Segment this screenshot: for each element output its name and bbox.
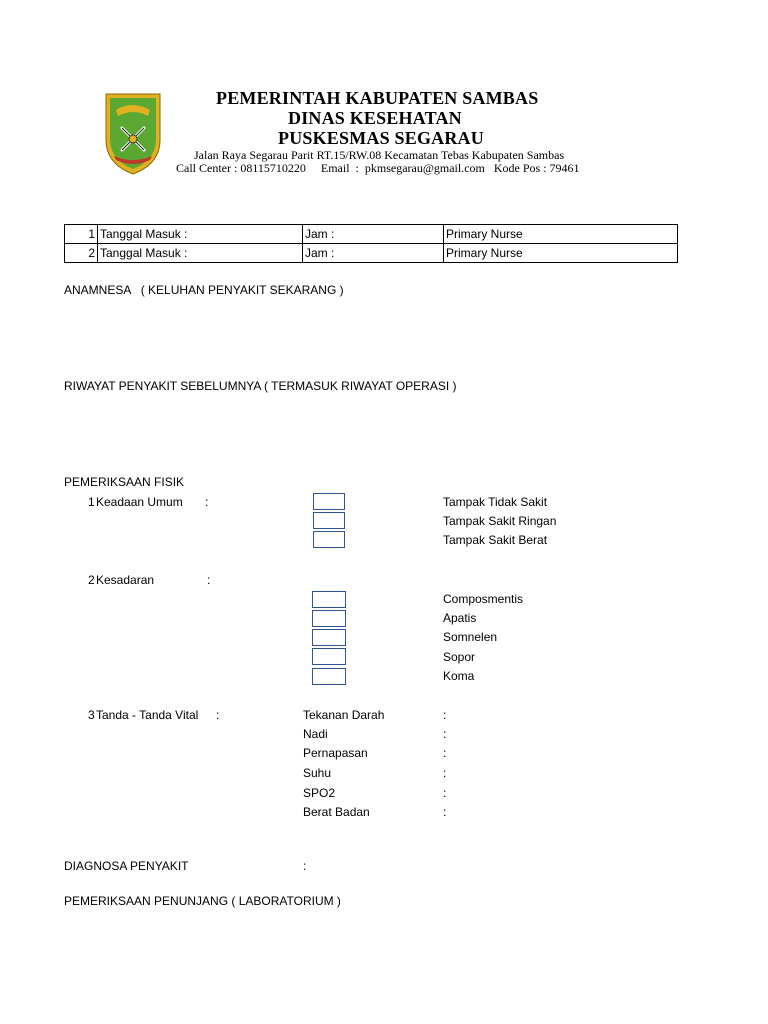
riwayat-heading: RIWAYAT PENYAKIT SEBELUMNYA ( TERMASUK RIWAYAT OPERASI ) — [64, 379, 457, 393]
option-sopor: Sopor — [443, 650, 476, 664]
option-koma: Koma — [443, 669, 475, 683]
checkbox-sopor[interactable] — [312, 648, 346, 665]
vital-pernapasan-colon: : — [443, 746, 447, 760]
tanda-vital-colon: : — [216, 708, 220, 722]
tanda-vital-label: Tanda - Tanda Vital — [96, 708, 199, 722]
checkbox-koma[interactable] — [312, 668, 346, 685]
vital-suhu: Suhu — [303, 766, 332, 780]
vital-nadi-colon: : — [443, 727, 447, 741]
vital-tekanan-darah: Tekanan Darah — [303, 708, 385, 722]
table-row — [65, 244, 678, 263]
admission-table — [64, 224, 678, 263]
vital-berat-badan-colon: : — [443, 805, 447, 819]
letterhead-line-3: PUSKESMAS SEGARAU — [278, 128, 484, 148]
diagnosa-heading: DIAGNOSA PENYAKIT — [64, 859, 189, 873]
jam-cell[interactable]: Jam : — [303, 225, 444, 244]
vital-spo2-colon: : — [443, 786, 447, 800]
diagnosa-colon: : — [303, 859, 307, 873]
pemeriksaan-fisik-heading: PEMERIKSAAN FISIK — [64, 475, 185, 489]
row-number: 2 — [65, 244, 98, 263]
kesadaran-colon: : — [207, 573, 211, 587]
vital-berat-badan: Berat Badan — [303, 805, 370, 819]
kesadaran-number: 2 — [88, 573, 95, 587]
table-row — [65, 225, 678, 244]
vital-tekanan-darah-colon: : — [443, 708, 447, 722]
letterhead-address: Jalan Raya Segarau Parit RT.15/RW.08 Kecamatan Tebas Kabupaten Sambas — [194, 148, 565, 162]
primary-nurse-cell[interactable]: Primary Nurse — [444, 225, 678, 244]
letterhead-contact: Call Center : 08115710220 Email : pkmsegarau@gmail.com Kode Pos : 79461 — [176, 161, 580, 175]
checkbox-composmentis[interactable] — [312, 591, 346, 608]
vital-suhu-colon: : — [443, 766, 447, 780]
checkbox-tampak-tidak-sakit[interactable] — [313, 493, 345, 510]
checkbox-tampak-sakit-ringan[interactable] — [313, 512, 345, 529]
option-tampak-tidak-sakit: Tampak Tidak Sakit — [443, 495, 548, 509]
row-number: 1 — [65, 225, 98, 244]
tanggal-masuk-cell[interactable]: Tanggal Masuk : — [98, 225, 303, 244]
tanda-vital-number: 3 — [88, 708, 95, 722]
tanggal-masuk-cell[interactable]: Tanggal Masuk : — [98, 244, 303, 263]
jam-cell[interactable]: Jam : — [303, 244, 444, 263]
checkbox-somnelen[interactable] — [312, 629, 346, 646]
option-composmentis: Composmentis — [443, 592, 524, 606]
kesadaran-label: Kesadaran — [96, 573, 155, 587]
keadaan-umum-number: 1 — [88, 495, 95, 509]
primary-nurse-cell[interactable]: Primary Nurse — [444, 244, 678, 263]
option-tampak-sakit-berat: Tampak Sakit Berat — [443, 533, 548, 547]
vital-spo2: SPO2 — [303, 786, 336, 800]
letterhead-line-2: DINAS KESEHATAN — [288, 108, 462, 128]
option-apatis: Apatis — [443, 611, 477, 625]
checkbox-tampak-sakit-berat[interactable] — [313, 531, 345, 548]
keadaan-umum-label: Keadaan Umum — [96, 495, 183, 509]
kabupaten-sambas-emblem — [102, 90, 164, 176]
checkbox-apatis[interactable] — [312, 610, 346, 627]
penunjang-heading: PEMERIKSAAN PENUNJANG ( LABORATORIUM ) — [64, 894, 341, 908]
vital-pernapasan: Pernapasan — [303, 746, 368, 760]
option-somnelen: Somnelen — [443, 630, 498, 644]
option-tampak-sakit-ringan: Tampak Sakit Ringan — [443, 514, 557, 528]
keadaan-umum-colon: : — [205, 495, 209, 509]
anamnesa-heading: ANAMNESA ( KELUHAN PENYAKIT SEKARANG ) — [64, 283, 344, 297]
vital-nadi: Nadi — [303, 727, 328, 741]
letterhead-line-1: PEMERINTAH KABUPATEN SAMBAS — [216, 88, 539, 108]
